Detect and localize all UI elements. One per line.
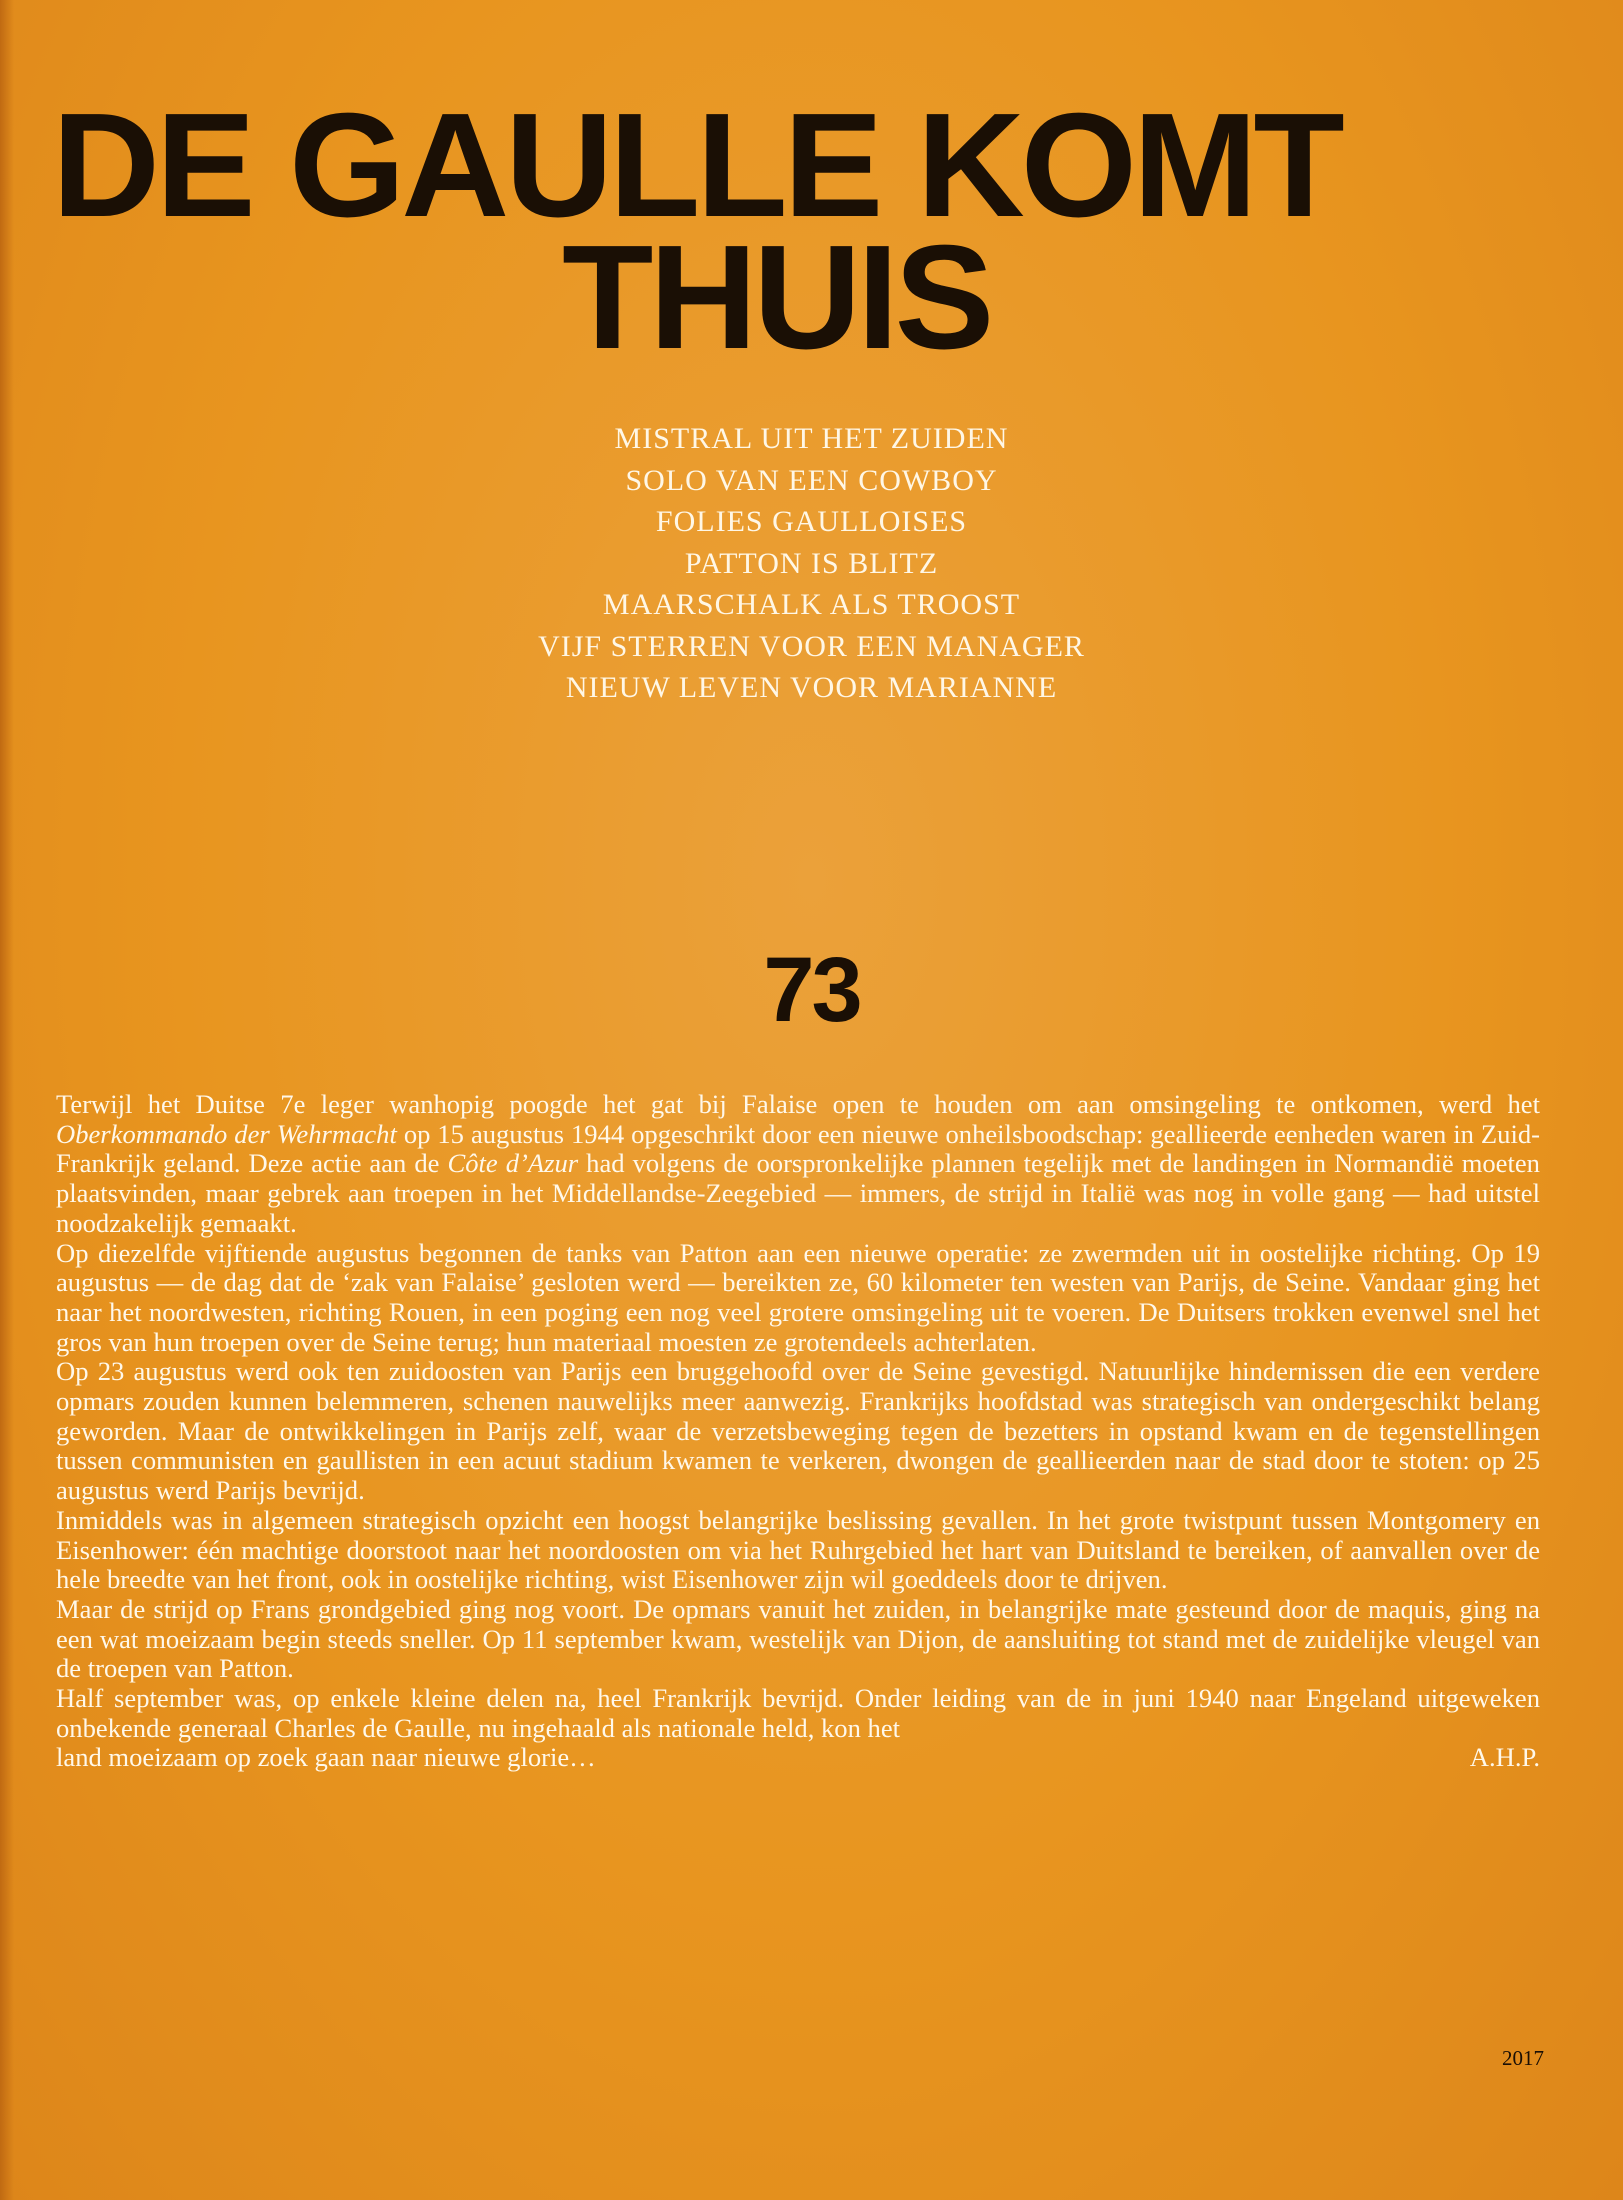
italic-text-run: Côte d’Azur bbox=[447, 1148, 579, 1179]
contents-item: VIJF STERREN VOOR EEN MANAGER bbox=[538, 629, 1085, 663]
paragraph-6 bbox=[56, 1684, 1540, 1743]
article-body bbox=[56, 1090, 1540, 1773]
text-run: Half september was, op enkele kleine delen na, heel Frankrijk bevrijd. Onder leiding van de in juni 1940 naar Engeland uitgeweken onbekende generaal Charles de Gaulle, nu ingehaald als nationale held, kon het bbox=[56, 1683, 1540, 1743]
text-run: Terwijl het Duitse 7e leger wanhopig poogde het gat bij Falaise open te houden om aan omsingeling te ontkomen, werd het bbox=[56, 1089, 1540, 1119]
text-run: had volgens de oorspronkelijke plannen tegelijk met de landingen in Normandië moeten plaatsvinden, maar gebrek aan troepen in het Middellandse-Zeegebied — immers, de strijd in Italië was nog in volle gang — had uitstel noodzakelijk gemaakt. bbox=[56, 1148, 1540, 1238]
paragraph-1 bbox=[56, 1090, 1540, 1239]
title-line-1: DE GAULLE KOMT bbox=[52, 83, 1341, 248]
contents-item: SOLO VAN EEN COWBOY bbox=[625, 463, 998, 497]
contents-item: PATTON IS BLITZ bbox=[684, 546, 939, 580]
paragraph-5: Maar de strijd op Frans grondgebied ging nog voort. De opmars vanuit het zuiden, in belangrijke mate gesteund door de maquis, ging na een wat moeizaam begin steeds sneller. Op 11 september kwam, westelijk van Dijon, de aansluiting tot stand met de zuidelijke vleugel van de troepen van Patton. bbox=[56, 1593, 1540, 1684]
closing-line bbox=[56, 1743, 1540, 1773]
contents-item: MAARSCHALK ALS TROOST bbox=[602, 588, 1021, 621]
page-title bbox=[52, 83, 1572, 380]
page-number: 2017 bbox=[1502, 2046, 1544, 2070]
contents-item: NIEUW LEVEN VOOR MARIANNE bbox=[565, 671, 1058, 704]
title-line-2: THUIS bbox=[562, 215, 991, 380]
page-edge-shadow bbox=[0, 0, 14, 2200]
contents-list bbox=[0, 418, 1623, 709]
text-run: op 15 augustus 1944 opgeschrikt door een nieuwe onheilsboodschap: geallieerde eenheden waren in Zuid-Frankrijk geland. Deze actie aan de bbox=[56, 1118, 1540, 1179]
italic-text-run: Oberkommando der Wehrmacht bbox=[56, 1118, 397, 1149]
contents-item: FOLIES GAULLOISES bbox=[655, 505, 968, 538]
issue-number: 73 bbox=[763, 939, 860, 1041]
paragraph-3: Op 23 augustus werd ook ten zuidoosten van Parijs een bruggehoofd over de Seine gevestigd. Natuurlijke hindernissen die een verdere opmars zouden kunnen belemmeren, schenen nauwelijks meer aanwezig. Frankrijks hoofdstad was strategisch van ondergeschikt belang geworden. Maar de ontwikkelingen in Parijs zelf, waar de verzetsbeweging tegen de bezetters in opstand kwam en de tegenstellingen tussen communisten en gaullisten in een acuut stadium kwamen te verkeren, dwongen de geallieerden naar de stad door te stoten: op 25 augustus werd Parijs bevrijd. bbox=[56, 1356, 1540, 1506]
contents-item: MISTRAL UIT HET ZUIDEN bbox=[614, 422, 1009, 455]
paragraph-4: Inmiddels was in algemeen strategisch opzicht een hoogst belangrijke beslissing gevallen. In het grote twistpunt tussen Montgomery en Eisenhower: één machtige doorstoot naar het noordoosten om via het Ruhrgebied het hart van Duitsland te bereiken, of aanvallen over de hele breedte van het front, ook in oostelijke richting, wist Eisenhower zijn wil goeddeels door te drijven. bbox=[56, 1504, 1540, 1595]
author-signature: A.H.P. bbox=[1469, 1742, 1540, 1773]
text-run: land moeizaam op zoek gaan naar nieuwe glorie… bbox=[56, 1742, 596, 1773]
paragraph-2: Op diezelfde vijftiende augustus begonnen de tanks van Patton aan een nieuwe operatie: ze zwermden uit in oostelijke richting. Op 19 augustus — de dag dat de ‘zak van Falaise’ gesloten werd — bereikten ze, 60 kilometer ten westen van Parijs, de Seine. Vandaar ging het naar het noordwesten, richting Rouen, in een poging een nog veel grotere omsingeling uit te voeren. De Duitsers trokken evenwel snel het gros van hun troepen over de Seine terug; hun materiaal moesten ze grotendeels achterlaten. bbox=[56, 1237, 1540, 1357]
